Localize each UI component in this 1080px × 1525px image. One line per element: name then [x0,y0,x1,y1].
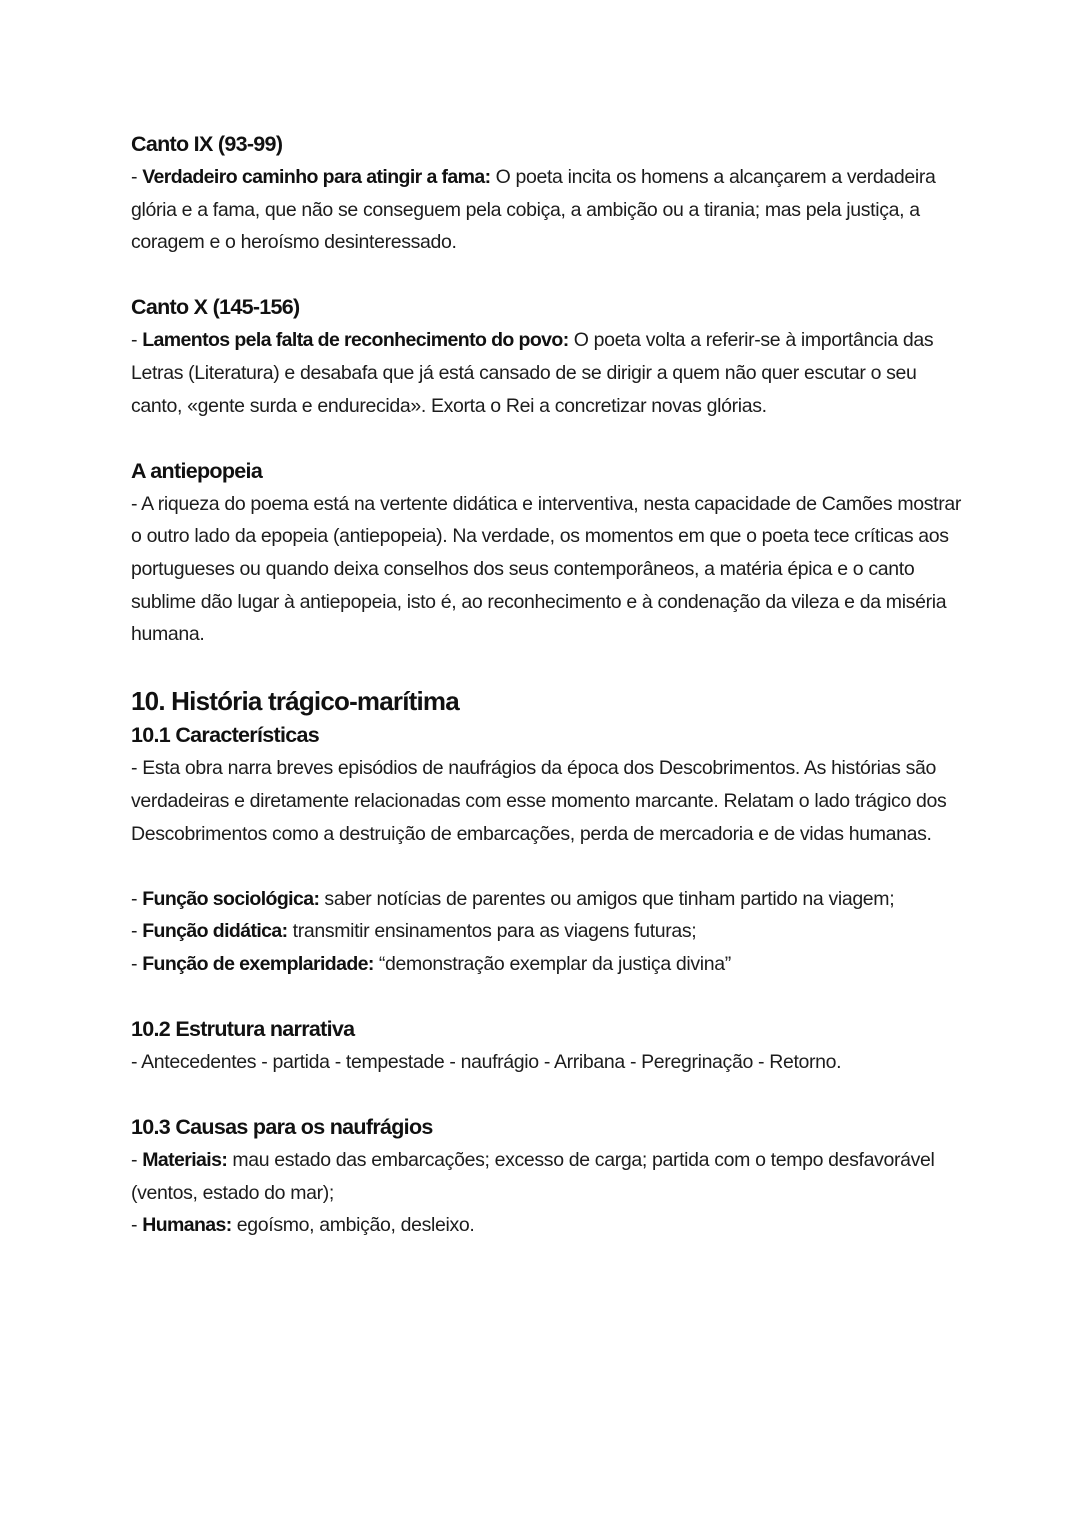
bullet: - [131,920,143,943]
humanas-item [131,1209,961,1242]
function-text: saber notícias de parentes ou amigos que tinham partido na viagem; [319,887,895,910]
spacer [131,259,961,292]
function-text: “demonstração exemplar da justiça divina” [373,952,731,975]
section-10-1-heading: 10.1 Características [131,723,320,748]
canto-x-paragraph [131,324,961,422]
section-10-heading: 10. História trágico-marítima [131,686,459,717]
spacer [131,980,961,1013]
spacer [131,850,961,883]
canto-ix-block [131,128,961,259]
function-text: transmitir ensinamentos para as viagens futuras; [287,920,697,943]
section-10-2-heading: 10.2 Estrutura narrativa [131,1017,355,1042]
function-label: Função didática: [142,920,288,943]
document-page [131,128,961,1242]
canto-x-block [131,291,961,422]
humanas-text: egoísmo, ambição, desleixo. [231,1214,475,1237]
function-label: Função de exemplaridade: [142,952,374,975]
canto-ix-label: Verdadeiro caminho para atingir a fama: [142,166,491,188]
bullet: - [131,1149,143,1172]
bullet: - [131,887,143,910]
canto-ix-paragraph [131,161,961,259]
functions-list [131,883,961,981]
section-10-2-paragraph: - Antecedentes - partida - tempestade - naufrágio - Arribana - Peregrinação - Retorno. [131,1051,842,1074]
bullet: - [131,1214,143,1237]
bullet: - [131,166,143,188]
canto-ix-text: O poeta incita os homens a alcançarem a verdadeira glória e a fama, que não se conseguem pela cobiça, a ambição ou a tirania; mas pela justiça, a coragem e o heroísmo desinteressado. [131,166,936,254]
bullet: - [131,329,143,352]
spacer [131,1079,961,1112]
materiais-item [131,1144,961,1209]
function-label: Função sociológica: [142,887,320,910]
spacer [131,651,961,684]
list-item [131,948,961,981]
materiais-label: Materiais: [142,1149,228,1172]
section-10-block [131,683,961,1242]
antiepopeia-heading: A antiepopeia [131,458,263,483]
humanas-label: Humanas: [142,1214,232,1237]
canto-ix-heading: Canto IX (93-99) [131,132,283,156]
canto-x-label: Lamentos pela falta de reconhecimento do povo: [142,329,569,352]
spacer [131,422,961,455]
antiepopeia-paragraph: - A riqueza do poema está na vertente didática e interventiva, nesta capacidade de Camões mostrar o outro lado da epopeia (antiepopeia). Na verdade, os momentos em que o poeta tece críticas aos portugueses ou quando deixa conselhos dos seus contemporâneos, a matéria épica e o canto sublime dão lugar à antiepopeia, isto é, ao reconhecimento e à condenação da vileza e da miséria humana. [131,492,961,646]
list-item [131,883,961,916]
materiais-text: mau estado das embarcações; excesso de carga; partida com o tempo desfavorável (ventos, estado do mar); [131,1149,935,1204]
antiepopeia-block [131,455,961,651]
canto-x-heading: Canto X (145-156) [131,295,300,320]
canto-x-text: O poeta volta a referir-se à importância das Letras (Literatura) e desabafa que já está cansado de se dirigir a quem não quer escutar o seu canto, «gente surda e endurecida». Exorta o Rei a concretizar novas glórias. [131,329,934,417]
list-item [131,915,961,948]
bullet: - [131,952,143,975]
section-10-3-heading: 10.3 Causas para os naufrágios [131,1115,433,1140]
section-10-1-paragraph: - Esta obra narra breves episódios de naufrágios da época dos Descobrimentos. As histórias são verdadeiras e diretamente relacionadas com esse momento marcante. Relatam o lado trágico dos Descobrimentos como a destruição de embarcações, perda de mercadoria e de vidas humanas. [131,757,947,845]
